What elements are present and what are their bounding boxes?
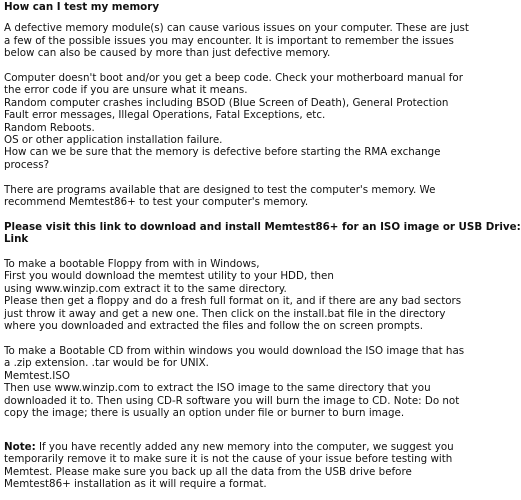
issue-line: Fault error messages, Illegal Operations, Fatal Exceptions, etc.: [4, 109, 326, 122]
spacer: [4, 60, 459, 72]
note-first-line: [4, 441, 459, 453]
floppy-line: To make a bootable Floppy from with in Windows,: [4, 258, 260, 271]
issue-line: Random Reboots.: [4, 121, 95, 134]
note-label: Note:: [4, 440, 36, 453]
visit-link-paragraph: [4, 220, 521, 246]
spacer: [4, 246, 459, 258]
issue-line: Computer doesn't boot and/or you get a beep code. Check your motherboard manual for: [4, 72, 463, 85]
issue-line: OS or other application installation failure.: [4, 134, 223, 147]
issue-line: the error code if you are unsure what it means.: [4, 84, 248, 97]
spacer: [4, 171, 459, 183]
note-line: Memtest. Please make sure you back up all the data from the USB drive before: [4, 465, 412, 478]
floppy-line: First you would download the memtest utility to your HDD, then: [4, 270, 334, 283]
issues-paragraph: [4, 72, 463, 171]
issue-line: process?: [4, 158, 50, 171]
spacer: [4, 419, 459, 431]
issue-line: Random computer crashes including BSOD (Blue Screen of Death), General Protection: [4, 96, 449, 109]
visit-link-line: Please visit this link to download and install Memtest86+ for an ISO image or USB Drive:: [4, 220, 521, 233]
cd-line: a .zip extension. .tar would be for UNIX.: [4, 357, 209, 370]
floppy-paragraph: [4, 258, 462, 333]
floppy-line: Please then get a floppy and do a fresh full format on it, and if there are any bad sectors: [4, 295, 462, 308]
programs-line: There are programs available that are designed to test the computer's memory. We: [4, 183, 436, 196]
cd-line: Then use www.winzip.com to extract the ISO image to the same directory that you: [4, 382, 431, 395]
note-paragraph: [4, 441, 459, 491]
page-title: How can I test my memory: [4, 1, 160, 13]
spacer: [4, 432, 459, 441]
cd-line: downloaded it to. Then using CD-R software you will burn the image to CD. Note: Do not: [4, 394, 460, 407]
spacer: [4, 13, 459, 22]
spacer: [4, 333, 459, 345]
programs-line: recommend Memtest86+ to test your computer's memory.: [4, 196, 309, 209]
intro-line: a few of the possible issues you may encounter. It is important to remember the issues: [4, 34, 454, 47]
floppy-line: using www.winzip.com extract it to the same directory.: [4, 282, 287, 295]
intro-line: A defective memory module(s) can cause various issues on your computer. These are just: [4, 22, 469, 35]
note-text: If you have recently added any new memory into the computer, we suggest you: [35, 440, 454, 453]
cd-line: Memtest.ISO: [4, 369, 70, 382]
intro-paragraph: [4, 22, 469, 60]
cd-line: copy the image; there is usually an option under file or burner to burn image.: [4, 406, 405, 419]
floppy-line: just throw it away and get a new one. Then click on the install.bat file in the directory: [4, 307, 446, 320]
programs-paragraph: [4, 184, 459, 209]
cd-paragraph: [4, 344, 465, 419]
issue-line: How can we be sure that the memory is defective before starting the RMA exchange: [4, 146, 441, 159]
article: [4, 1, 521, 490]
download-link[interactable]: Link: [4, 233, 29, 246]
cd-line: To make a Bootable CD from within windows you would download the ISO image that has: [4, 344, 465, 357]
note-line: temporarily remove it to make sure it is not the cause of your issue before testing with: [4, 453, 453, 466]
floppy-line: where you downloaded and extracted the files and follow the on screen prompts.: [4, 320, 423, 333]
note-line: Memtest86+ installation as it will require a format.: [4, 477, 267, 490]
intro-line: below can also be caused by more than just defective memory.: [4, 47, 331, 60]
spacer: [4, 208, 459, 220]
